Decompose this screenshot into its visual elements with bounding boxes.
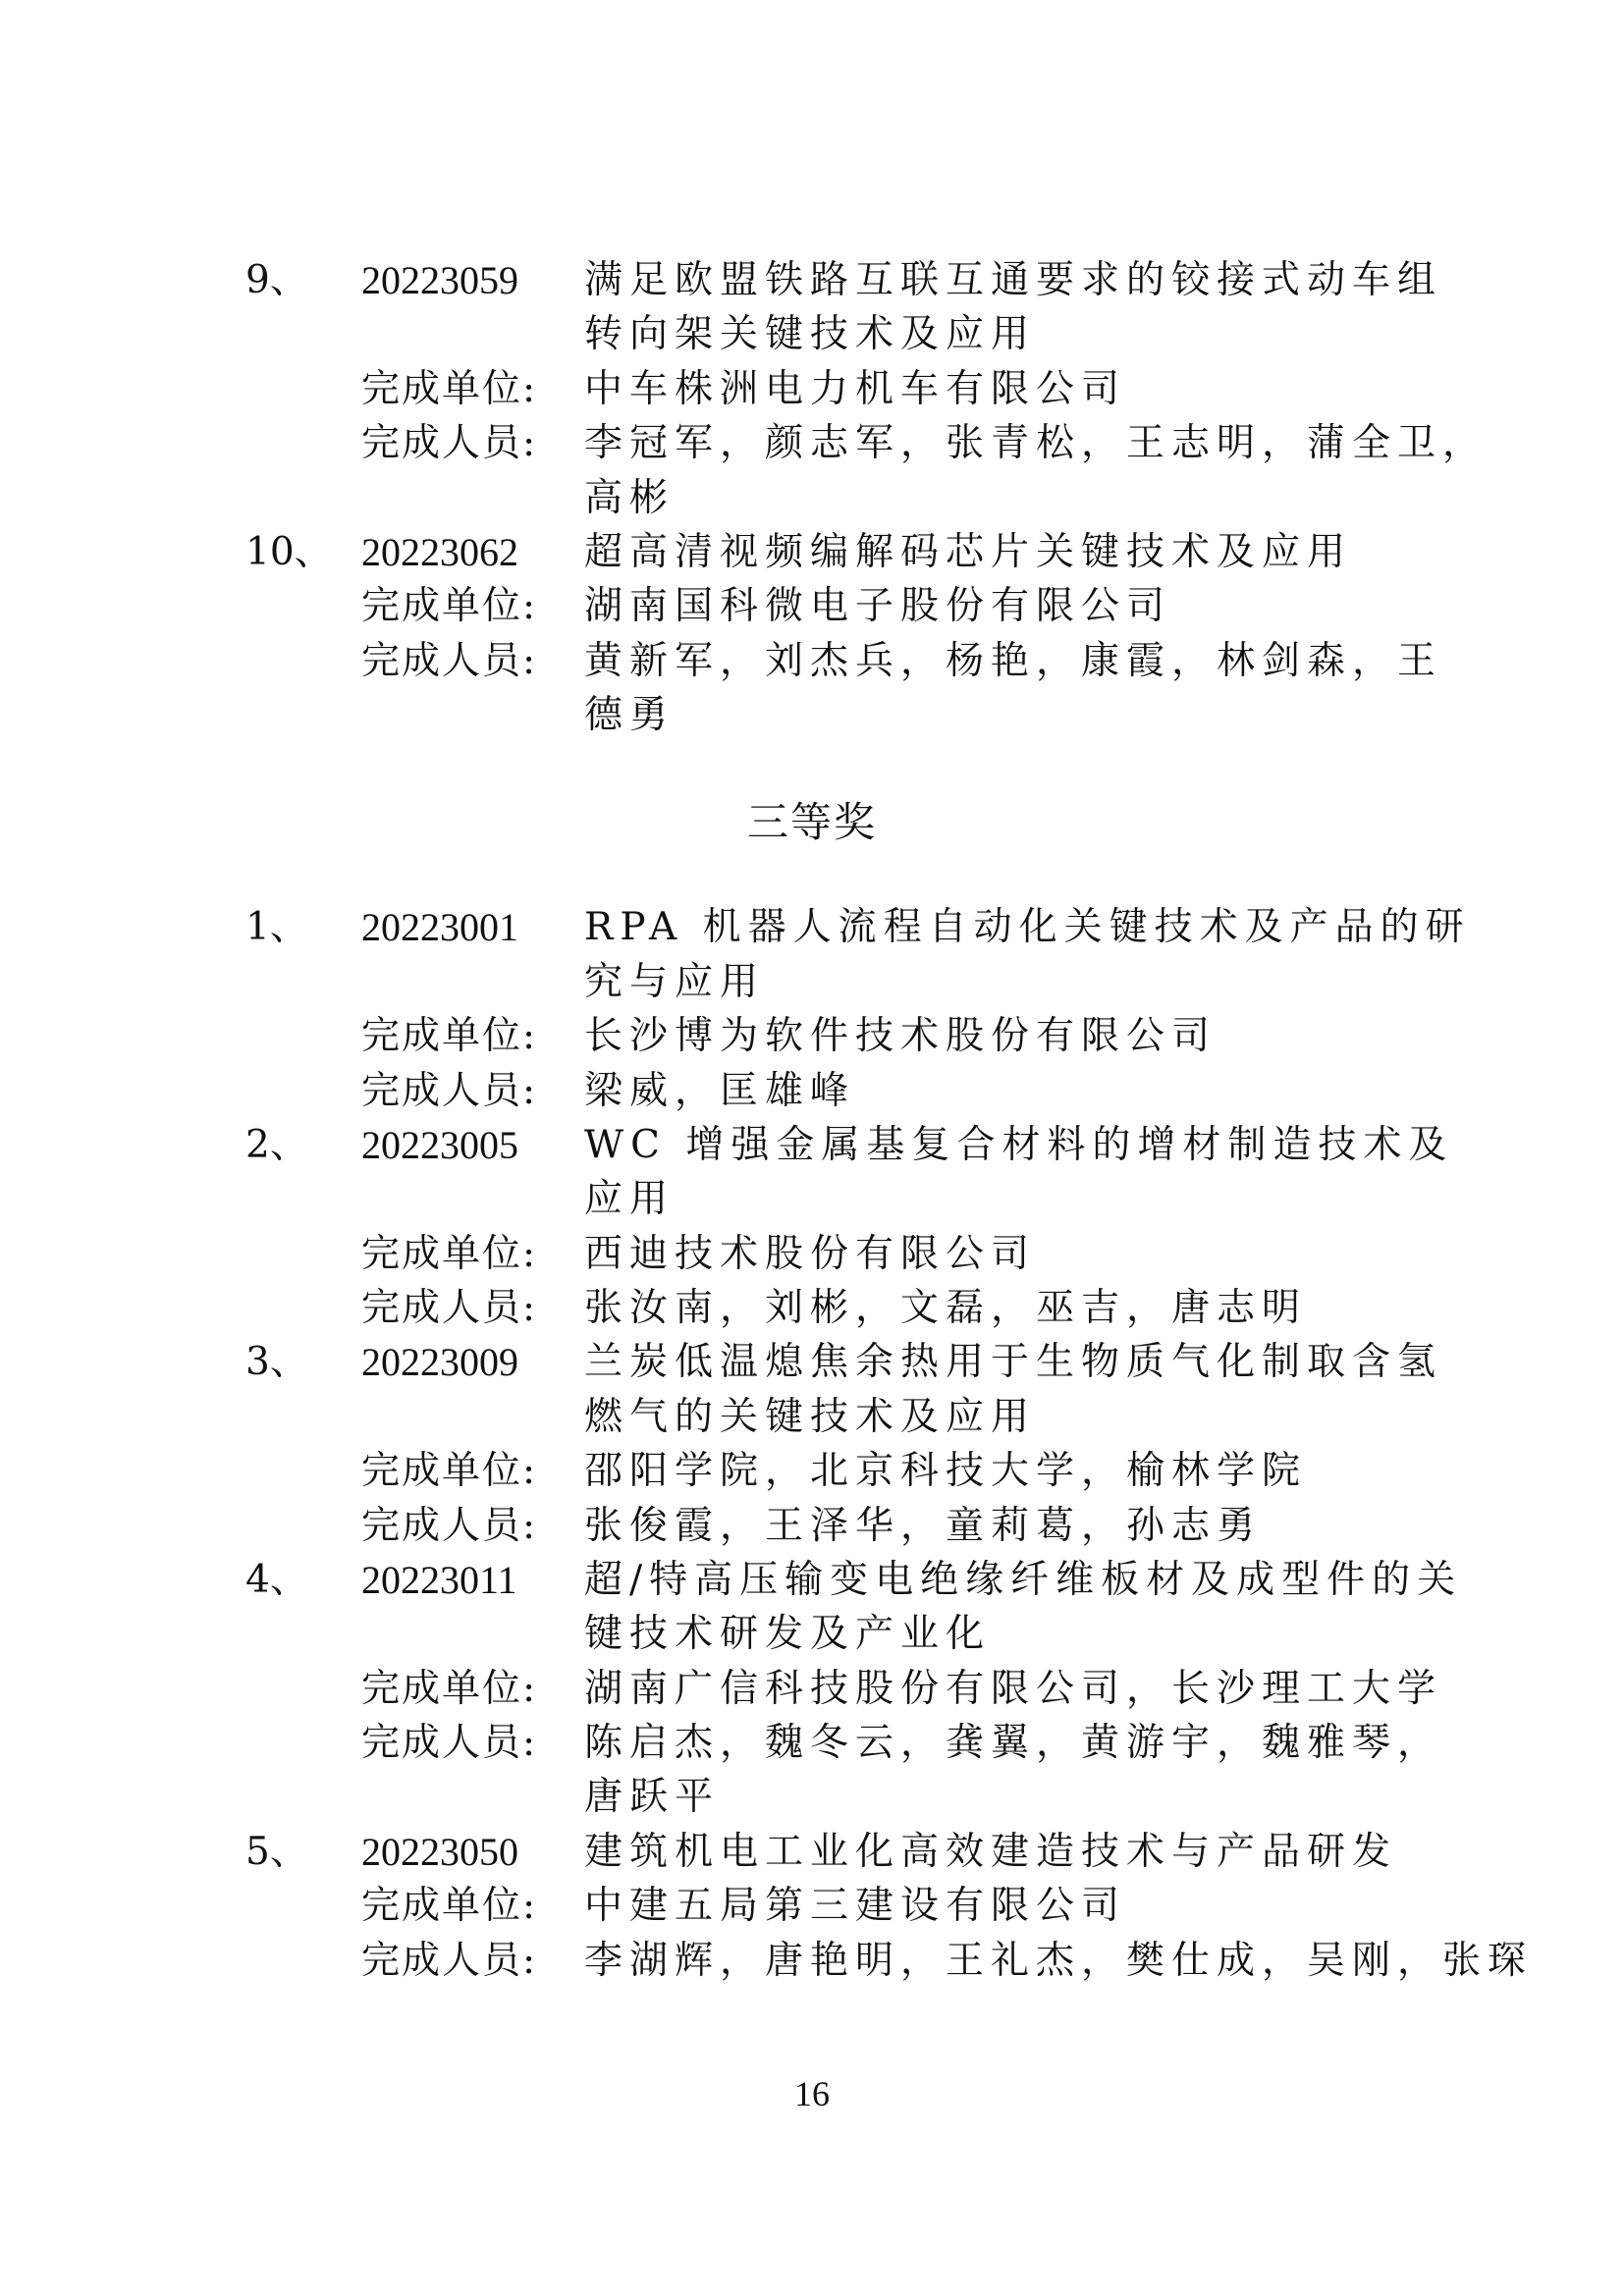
completion-people: 唐跃平 xyxy=(584,1775,721,1819)
section-heading: 三等奖 xyxy=(746,798,877,846)
completion-unit-line xyxy=(0,362,1624,417)
entry-title-line xyxy=(0,955,1624,1010)
completion-people: 陈启杰，魏冬云，龚翼，黄游宇，魏雅琴， xyxy=(584,1721,1443,1765)
project-code: 20223001 xyxy=(361,905,518,949)
project-code: 20223050 xyxy=(361,1830,518,1874)
completion-people-line xyxy=(0,1716,1624,1771)
project-title: 转向架关键技术及应用 xyxy=(584,312,1037,356)
completion-people: 张俊霞，王泽华，童莉葛，孙志勇 xyxy=(584,1504,1263,1548)
completion-unit: 长沙博为软件技术股份有限公司 xyxy=(584,1014,1218,1058)
project-title: 超高清视频编解码芯片关键技术及应用 xyxy=(584,530,1353,574)
unit-label: 完成单位: xyxy=(361,367,538,411)
page-number: 16 xyxy=(794,2074,830,2113)
completion-people: 黄新军，刘杰兵，杨艳，康霞，林剑森，王 xyxy=(584,639,1443,683)
completion-unit-line xyxy=(0,1444,1624,1499)
completion-people: 德勇 xyxy=(584,693,676,737)
completion-people-line xyxy=(0,1064,1624,1119)
project-title: 兰炭低温熄焦余热用于生物质气化制取含氢 xyxy=(584,1340,1443,1384)
entry-title-line xyxy=(0,1553,1624,1608)
project-title: 究与应用 xyxy=(584,960,766,1004)
completion-unit-line xyxy=(0,579,1624,634)
entry-index: 4、 xyxy=(245,1558,308,1602)
completion-unit-line xyxy=(0,1879,1624,1934)
people-label: 完成人员: xyxy=(361,1286,538,1330)
project-title: 应用 xyxy=(584,1177,676,1221)
completion-people-line xyxy=(0,1281,1624,1336)
entry-title-line xyxy=(0,1825,1624,1880)
completion-unit: 中建五局第三建设有限公司 xyxy=(584,1884,1127,1928)
completion-people-line xyxy=(0,1934,1624,1989)
entry-title-line xyxy=(0,253,1624,308)
people-label: 完成人员: xyxy=(361,421,538,465)
people-label: 完成人员: xyxy=(361,639,538,683)
completion-people-line xyxy=(0,1770,1624,1825)
entry-index: 1、 xyxy=(245,905,308,949)
entry-index: 5、 xyxy=(245,1830,308,1874)
entry-index: 3、 xyxy=(245,1340,308,1384)
entry-index: 9、 xyxy=(245,258,308,302)
project-code: 20223005 xyxy=(361,1123,518,1167)
entry-index: 2、 xyxy=(245,1123,308,1167)
completion-unit: 湖南国科微电子股份有限公司 xyxy=(584,584,1172,628)
entry-title-line xyxy=(0,1607,1624,1662)
people-label: 完成人员: xyxy=(361,1721,538,1765)
completion-unit: 湖南广信科技股份有限公司，长沙理工大学 xyxy=(584,1667,1443,1711)
completion-people-line xyxy=(0,471,1624,526)
entry-title-line xyxy=(0,307,1624,362)
entry-title-line xyxy=(0,525,1624,580)
completion-unit-line xyxy=(0,1227,1624,1282)
project-code: 20223059 xyxy=(361,258,518,302)
completion-people: 李冠军，颜志军，张青松，王志明，蒲全卫， xyxy=(584,421,1489,465)
project-code: 20223062 xyxy=(361,530,518,574)
project-title: 满足欧盟铁路互联互通要求的铰接式动车组 xyxy=(584,258,1443,302)
entry-title-line xyxy=(0,1118,1624,1173)
project-title: 建筑机电工业化高效建造技术与产品研发 xyxy=(584,1830,1398,1874)
project-code: 20223011 xyxy=(361,1558,517,1602)
project-title: WC 增强金属基复合材料的增材制造技术及 xyxy=(584,1123,1454,1167)
project-title: 键技术研发及产业化 xyxy=(584,1612,992,1656)
project-title: 燃气的关键技术及应用 xyxy=(584,1395,1037,1439)
people-label: 完成人员: xyxy=(361,1504,538,1548)
people-label: 完成人员: xyxy=(361,1069,538,1113)
completion-people-line xyxy=(0,1499,1624,1554)
people-label: 完成人员: xyxy=(361,1939,538,1983)
completion-people: 张汝南，刘彬，文磊，巫吉，唐志明 xyxy=(584,1286,1308,1330)
unit-label: 完成单位: xyxy=(361,1449,538,1493)
completion-people-line xyxy=(0,688,1624,743)
entry-title-line xyxy=(0,900,1624,955)
completion-unit: 中车株洲电力机车有限公司 xyxy=(584,367,1127,411)
completion-unit-line xyxy=(0,1009,1624,1064)
project-code: 20223009 xyxy=(361,1340,518,1384)
completion-unit: 西迪技术股份有限公司 xyxy=(584,1232,1037,1276)
entry-index: 10、 xyxy=(245,530,333,574)
unit-label: 完成单位: xyxy=(361,1014,538,1058)
project-title: 超/特高压输变电绝缘纤维板材及成型件的关 xyxy=(584,1558,1463,1602)
completion-unit-line xyxy=(0,1662,1624,1717)
project-title: RPA 机器人流程自动化关键技术及产品的研 xyxy=(584,905,1471,949)
completion-people: 梁威，匡雄峰 xyxy=(584,1069,856,1113)
entry-title-line xyxy=(0,1335,1624,1390)
unit-label: 完成单位: xyxy=(361,1667,538,1711)
completion-people: 高彬 xyxy=(584,476,676,520)
completion-people-line xyxy=(0,634,1624,689)
entry-title-line xyxy=(0,1172,1624,1227)
entry-title-line xyxy=(0,1390,1624,1445)
completion-people-line xyxy=(0,416,1624,471)
completion-unit: 邵阳学院，北京科技大学，榆林学院 xyxy=(584,1449,1308,1493)
unit-label: 完成单位: xyxy=(361,1232,538,1276)
unit-label: 完成单位: xyxy=(361,1884,538,1928)
completion-people: 李湖辉，唐艳明，王礼杰，樊仕成，吴刚，张琛 xyxy=(584,1939,1534,1983)
unit-label: 完成单位: xyxy=(361,584,538,628)
